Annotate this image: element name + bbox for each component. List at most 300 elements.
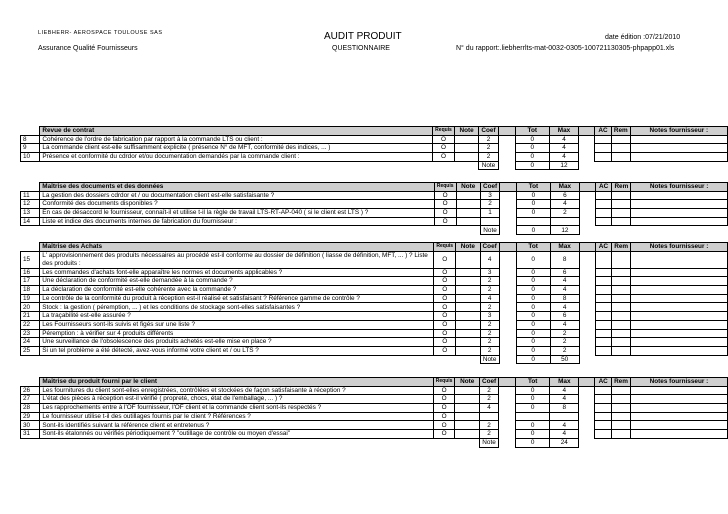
question-row <box>21 404 728 413</box>
tot-value: 0 <box>516 268 550 277</box>
requis-value: O <box>434 251 456 268</box>
max-value: 2 <box>550 338 579 347</box>
spacer-cell <box>579 338 595 347</box>
question-text: Stock : la gestion ( péremption, ... ) et les conditions de stockage sont-elles satisfaisantes ? <box>40 303 434 312</box>
total-label: Note <box>479 438 498 447</box>
notes-fournisseur-cell[interactable] <box>630 144 727 153</box>
notes-fournisseur-header: Notes fournisseur : <box>630 127 727 136</box>
tot-header: Tot <box>516 183 550 192</box>
note-header: Note <box>456 183 480 192</box>
gap <box>21 355 40 364</box>
ac-checkbox[interactable] <box>595 268 612 277</box>
spacer-cell <box>499 386 516 395</box>
notes-fournisseur-cell[interactable] <box>631 320 728 329</box>
max-value: 4 <box>550 200 579 209</box>
coef-header: Coef <box>479 378 498 387</box>
department-name: Assurance Qualité Fournisseurs <box>38 45 138 52</box>
question-row <box>21 320 728 329</box>
spacer-cell <box>578 144 594 153</box>
rem-checkbox[interactable] <box>612 329 631 338</box>
spacer-cell <box>578 135 594 144</box>
rem-header: Rem <box>611 127 630 136</box>
question-number: 24 <box>21 338 40 347</box>
section-total-row <box>21 226 728 235</box>
spacer-header <box>500 183 517 192</box>
question-text: Une surveillance de l'obsolescence des produits achetés est-elle mise en place ? <box>40 338 434 347</box>
coef-value: 2 <box>480 303 499 312</box>
total-label: Note <box>480 355 499 364</box>
ac-checkbox[interactable] <box>595 346 612 355</box>
company-name: LIEBHERR- AEROSPACE TOULOUSE SAS <box>38 30 163 36</box>
notes-fournisseur-cell[interactable] <box>631 303 728 312</box>
tot-value: 0 <box>516 303 550 312</box>
note-input[interactable] <box>456 294 480 303</box>
rem-checkbox[interactable] <box>612 251 631 268</box>
note-input[interactable] <box>456 217 480 226</box>
ac-checkbox[interactable] <box>595 153 612 162</box>
question-number: 28 <box>21 404 40 413</box>
spacer-cell <box>579 386 595 395</box>
notes-fournisseur-cell[interactable] <box>631 200 728 209</box>
section-header-row <box>21 127 728 136</box>
note-input[interactable] <box>454 144 479 153</box>
spacer-header <box>499 378 516 387</box>
question-row <box>21 144 728 153</box>
requis-value: O <box>434 217 456 226</box>
max-value: 4 <box>550 395 579 404</box>
spacer-cell <box>498 135 515 144</box>
requis-value: O <box>434 346 456 355</box>
note-input[interactable] <box>455 430 480 439</box>
tot-value: 0 <box>516 329 550 338</box>
spacer-cell <box>498 153 515 162</box>
note-input[interactable] <box>456 286 480 295</box>
requis-value: O <box>434 294 456 303</box>
note-input[interactable] <box>456 346 480 355</box>
gap <box>579 226 595 235</box>
tot-value: 0 <box>516 338 550 347</box>
notes-fournisseur-cell[interactable] <box>631 338 728 347</box>
question-text: L'état des pièces à réception est-il vérifié ( propreté, chocs, état de l'emballage, ... ) ? <box>40 395 433 404</box>
ac-checkbox[interactable] <box>595 421 612 430</box>
max-value <box>550 412 579 421</box>
ac-checkbox[interactable] <box>595 191 612 200</box>
max-value: 2 <box>550 329 579 338</box>
coef-value: 3 <box>480 268 499 277</box>
max-value: 4 <box>550 303 579 312</box>
question-number: 18 <box>21 286 40 295</box>
ac-checkbox[interactable] <box>595 277 612 286</box>
coef-value <box>479 412 498 421</box>
gap <box>595 226 612 235</box>
coef-value: 1 <box>480 209 499 218</box>
max-header: Max <box>550 183 579 192</box>
question-number: 20 <box>21 303 40 312</box>
gap <box>455 438 480 447</box>
coef-value: 2 <box>479 135 498 144</box>
spacer-cell <box>500 209 517 218</box>
coef-value: 2 <box>480 200 499 209</box>
spacer-cell <box>498 161 515 170</box>
question-row <box>21 268 728 277</box>
ac-checkbox[interactable] <box>595 404 612 413</box>
notes-fournisseur-cell[interactable] <box>631 251 728 268</box>
spacer-cell <box>579 329 595 338</box>
question-row <box>21 329 728 338</box>
note-input[interactable] <box>456 191 480 200</box>
spacer-cell <box>499 329 516 338</box>
page-subtitle: QUESTIONNAIRE <box>332 45 390 52</box>
total-tot: 0 <box>516 438 550 447</box>
gap <box>21 161 40 170</box>
rem-checkbox[interactable] <box>612 395 631 404</box>
note-input[interactable] <box>454 135 479 144</box>
question-row <box>21 412 728 421</box>
coef-value: 3 <box>480 312 499 321</box>
notes-fournisseur-cell[interactable] <box>631 294 728 303</box>
spacer-cell <box>499 320 516 329</box>
ac-checkbox[interactable] <box>595 395 612 404</box>
coef-value: 2 <box>479 144 498 153</box>
question-row <box>21 286 728 295</box>
note-input[interactable] <box>456 268 480 277</box>
coef-value: 2 <box>480 346 499 355</box>
question-text: Cohérence de l'ordre de fabrication par rapport à la commande LTS ou client : <box>40 135 433 144</box>
question-row <box>21 277 728 286</box>
ac-checkbox[interactable] <box>595 430 612 439</box>
spacer-cell <box>579 277 595 286</box>
question-text: Les fournitures du client sont-elles enregistrées, contrôlées et stockées de façon satisfaisante à réception ? <box>40 386 433 395</box>
rem-checkbox[interactable] <box>611 153 630 162</box>
spacer-cell <box>578 153 594 162</box>
question-text: Sont-ils étalonnés ou vérifiés périodiquement ? "outillage de contrôle ou moyen d'essai" <box>40 430 433 439</box>
requis-value: O <box>434 338 456 347</box>
notes-fournisseur-cell[interactable] <box>630 404 727 413</box>
notes-fournisseur-cell[interactable] <box>630 395 727 404</box>
ac-checkbox[interactable] <box>595 329 612 338</box>
note-input[interactable] <box>455 412 480 421</box>
question-text: Les rapprochements entre à l'OF fournisseur, l'OF client et la commande client sont-ils respectés ? <box>40 404 433 413</box>
ac-checkbox[interactable] <box>595 320 612 329</box>
max-header: Max <box>550 378 579 387</box>
notes-fournisseur-header: Notes fournisseur : <box>631 243 728 252</box>
spacer-header <box>579 183 595 192</box>
tot-value: 0 <box>516 294 550 303</box>
question-number: 9 <box>21 144 40 153</box>
max-value: 4 <box>550 386 579 395</box>
spacer-cell <box>579 312 595 321</box>
max-value: 4 <box>550 421 579 430</box>
rem-checkbox[interactable] <box>612 338 631 347</box>
rem-checkbox[interactable] <box>611 135 630 144</box>
coef-value: 4 <box>480 294 499 303</box>
requis-value: O <box>434 200 456 209</box>
requis-header: Requis <box>433 127 455 136</box>
notes-fournisseur-header: Notes fournisseur : <box>630 378 727 387</box>
coef-value: 2 <box>479 395 498 404</box>
rem-checkbox[interactable] <box>612 312 631 321</box>
spacer-cell <box>499 251 516 268</box>
total-max: 24 <box>550 438 579 447</box>
notes-fournisseur-cell[interactable] <box>631 329 728 338</box>
gap <box>21 226 40 235</box>
question-number: 21 <box>21 312 40 321</box>
max-value: 2 <box>550 346 579 355</box>
notes-fournisseur-cell[interactable] <box>630 412 727 421</box>
note-header: Note <box>456 243 480 252</box>
requis-header: Requis <box>434 183 456 192</box>
ac-checkbox[interactable] <box>595 286 612 295</box>
ac-checkbox[interactable] <box>595 338 612 347</box>
tot-value: 0 <box>516 209 550 218</box>
tot-header: Tot <box>516 243 550 252</box>
ac-checkbox[interactable] <box>595 217 612 226</box>
tot-value: 0 <box>516 346 550 355</box>
coef-value: 2 <box>480 338 499 347</box>
question-text: Une déclaration de conformité est-elle demandée à la commande ? <box>40 277 434 286</box>
question-text: Conformité des documents disponibles ? <box>40 200 435 209</box>
question-text: Si un tel problème a été détecté, avez-vous informé votre client et / ou LTS ? <box>40 346 434 355</box>
question-row <box>21 191 728 200</box>
gap <box>434 226 456 235</box>
coef-header: Coef <box>480 183 499 192</box>
tot-value: 0 <box>516 421 550 430</box>
spacer-cell <box>499 355 516 364</box>
question-text: Sont-ils identifiés suivant la référence client et entretenus ? <box>40 421 433 430</box>
section-title: Maîtrise du produit fourni par le client <box>40 378 433 387</box>
requis-value: O <box>434 286 456 295</box>
max-value: 4 <box>550 277 579 286</box>
total-max: 12 <box>549 161 578 170</box>
ac-checkbox[interactable] <box>595 144 612 153</box>
question-text: L' approvisionnement des produits nécessaires au procédé est-il conforme au dossier de définition ( liasse de définition, MFT, ... ) ? Liste des produits : <box>40 251 434 268</box>
total-tot: 0 <box>516 355 550 364</box>
notes-fournisseur-cell[interactable] <box>631 191 728 200</box>
spacer-cell <box>579 200 595 209</box>
max-value: 2 <box>550 209 579 218</box>
note-input[interactable] <box>456 200 480 209</box>
spacer-cell <box>579 209 595 218</box>
spacer-cell <box>498 144 515 153</box>
ac-checkbox[interactable] <box>595 312 612 321</box>
spacer-cell <box>500 217 517 226</box>
requis-value: O <box>433 135 455 144</box>
coef-value: 2 <box>479 430 498 439</box>
question-row <box>21 294 728 303</box>
spacer-cell <box>499 346 516 355</box>
ac-header: AC <box>595 378 612 387</box>
total-max: 12 <box>550 226 579 235</box>
question-text: Les commandes d'achats font-elle apparaître les normes et documents applicables ? <box>40 268 434 277</box>
rem-checkbox[interactable] <box>612 286 631 295</box>
ac-checkbox[interactable] <box>595 303 612 312</box>
coef-value: 2 <box>480 286 499 295</box>
coef-value: 4 <box>479 404 498 413</box>
note-input[interactable] <box>456 303 480 312</box>
question-number: 27 <box>21 395 40 404</box>
ac-checkbox[interactable] <box>595 386 612 395</box>
gap <box>612 438 631 447</box>
rem-checkbox[interactable] <box>612 386 631 395</box>
spacer-cell <box>579 395 595 404</box>
gap <box>631 226 728 235</box>
gap <box>456 226 480 235</box>
question-number: 12 <box>21 200 40 209</box>
requis-value: O <box>434 191 456 200</box>
question-row <box>21 251 728 268</box>
coef-value: 2 <box>479 153 498 162</box>
question-text: Présence et conformité du cdrdor et/ou documentation demandés par la commande client : <box>40 153 433 162</box>
note-input[interactable] <box>455 404 480 413</box>
section-header-row <box>21 243 728 252</box>
section-table <box>20 242 728 364</box>
spacer-cell <box>579 421 595 430</box>
total-tot: 0 <box>515 161 549 170</box>
rem-checkbox[interactable] <box>612 412 631 421</box>
rem-checkbox[interactable] <box>612 268 631 277</box>
notes-fournisseur-cell[interactable] <box>631 312 728 321</box>
tot-value: 0 <box>516 251 550 268</box>
ac-checkbox[interactable] <box>595 294 612 303</box>
question-number: 15 <box>21 251 40 268</box>
edition-date: date édition :07/21/2010 <box>605 34 681 41</box>
spacer-cell <box>499 277 516 286</box>
ac-header: AC <box>595 243 612 252</box>
rem-checkbox[interactable] <box>612 430 631 439</box>
spacer-cell <box>499 438 516 447</box>
note-header: Note <box>455 378 480 387</box>
page-title: AUDIT PRODUIT <box>324 31 402 42</box>
note-input[interactable] <box>456 320 480 329</box>
spacer-cell <box>500 226 517 235</box>
ac-checkbox[interactable] <box>595 209 612 218</box>
gap <box>454 161 479 170</box>
rem-checkbox[interactable] <box>612 320 631 329</box>
question-row <box>21 430 728 439</box>
ac-checkbox[interactable] <box>595 200 612 209</box>
gap <box>456 355 480 364</box>
note-input[interactable] <box>456 251 480 268</box>
notes-fournisseur-cell[interactable] <box>631 277 728 286</box>
note-input[interactable] <box>456 312 480 321</box>
notes-fournisseur-cell[interactable] <box>631 217 728 226</box>
tot-value: 0 <box>515 135 549 144</box>
notes-fournisseur-cell[interactable] <box>631 268 728 277</box>
question-text: Liste et indice des documents internes de fabrication du fournisseur : <box>40 217 435 226</box>
notes-fournisseur-cell[interactable] <box>630 135 727 144</box>
gap <box>611 161 630 170</box>
row-number-header <box>21 378 40 387</box>
gap <box>612 226 631 235</box>
note-input[interactable] <box>456 277 480 286</box>
spacer-cell <box>499 303 516 312</box>
rem-checkbox[interactable] <box>611 144 630 153</box>
requis-value: O <box>433 404 455 413</box>
spacer-header <box>498 127 515 136</box>
requis-value: O <box>433 412 455 421</box>
rem-header: Rem <box>612 183 631 192</box>
spacer-cell <box>579 303 595 312</box>
notes-fournisseur-cell[interactable] <box>631 286 728 295</box>
rem-checkbox[interactable] <box>612 303 631 312</box>
note-input[interactable] <box>455 421 480 430</box>
question-number: 26 <box>21 386 40 395</box>
note-input[interactable] <box>456 209 480 218</box>
notes-fournisseur-cell[interactable] <box>630 153 727 162</box>
coef-value: 2 <box>480 277 499 286</box>
gap <box>579 355 595 364</box>
total-tot: 0 <box>516 226 550 235</box>
requis-value: O <box>434 312 456 321</box>
gap <box>40 161 433 170</box>
note-input[interactable] <box>455 386 480 395</box>
requis-value: O <box>434 268 456 277</box>
rem-checkbox[interactable] <box>612 217 631 226</box>
gap <box>630 161 727 170</box>
rem-checkbox[interactable] <box>612 404 631 413</box>
ac-checkbox[interactable] <box>595 412 612 421</box>
section-header-row <box>21 378 728 387</box>
max-value: 6 <box>550 191 579 200</box>
requis-value: O <box>433 430 455 439</box>
max-value: 6 <box>550 312 579 321</box>
question-number: 11 <box>21 191 40 200</box>
notes-fournisseur-cell[interactable] <box>630 386 727 395</box>
question-text: La déclaration de conformité est-elle cohérente avec la commande ? <box>40 286 434 295</box>
coef-value: 2 <box>479 421 498 430</box>
rem-checkbox[interactable] <box>612 191 631 200</box>
requis-value: O <box>434 329 456 338</box>
ac-checkbox[interactable] <box>595 251 612 268</box>
note-input[interactable] <box>455 395 480 404</box>
note-input[interactable] <box>456 338 480 347</box>
requis-value: O <box>433 153 455 162</box>
rem-checkbox[interactable] <box>612 209 631 218</box>
spacer-header <box>499 243 516 252</box>
notes-fournisseur-cell[interactable] <box>630 421 727 430</box>
spacer-cell <box>579 191 595 200</box>
note-input[interactable] <box>454 153 479 162</box>
question-number: 19 <box>21 294 40 303</box>
question-row <box>21 395 728 404</box>
spacer-cell <box>500 191 517 200</box>
gap <box>21 438 40 447</box>
spacer-cell <box>579 251 595 268</box>
question-row <box>21 386 728 395</box>
rem-checkbox[interactable] <box>612 346 631 355</box>
rem-checkbox[interactable] <box>612 421 631 430</box>
ac-checkbox[interactable] <box>595 135 612 144</box>
section-table <box>20 182 728 235</box>
note-input[interactable] <box>456 329 480 338</box>
notes-fournisseur-cell[interactable] <box>630 430 727 439</box>
max-value: 8 <box>550 294 579 303</box>
rem-checkbox[interactable] <box>612 294 631 303</box>
gap <box>579 438 595 447</box>
question-row <box>21 200 728 209</box>
notes-fournisseur-cell[interactable] <box>631 209 728 218</box>
question-text: La traçabilité est-elle assurée ? <box>40 312 434 321</box>
requis-value: O <box>434 303 456 312</box>
spacer-cell <box>579 430 595 439</box>
rem-checkbox[interactable] <box>612 200 631 209</box>
gap <box>433 438 455 447</box>
notes-fournisseur-cell[interactable] <box>631 346 728 355</box>
tot-value <box>516 412 550 421</box>
question-row <box>21 346 728 355</box>
section-table <box>20 377 728 448</box>
rem-checkbox[interactable] <box>612 277 631 286</box>
